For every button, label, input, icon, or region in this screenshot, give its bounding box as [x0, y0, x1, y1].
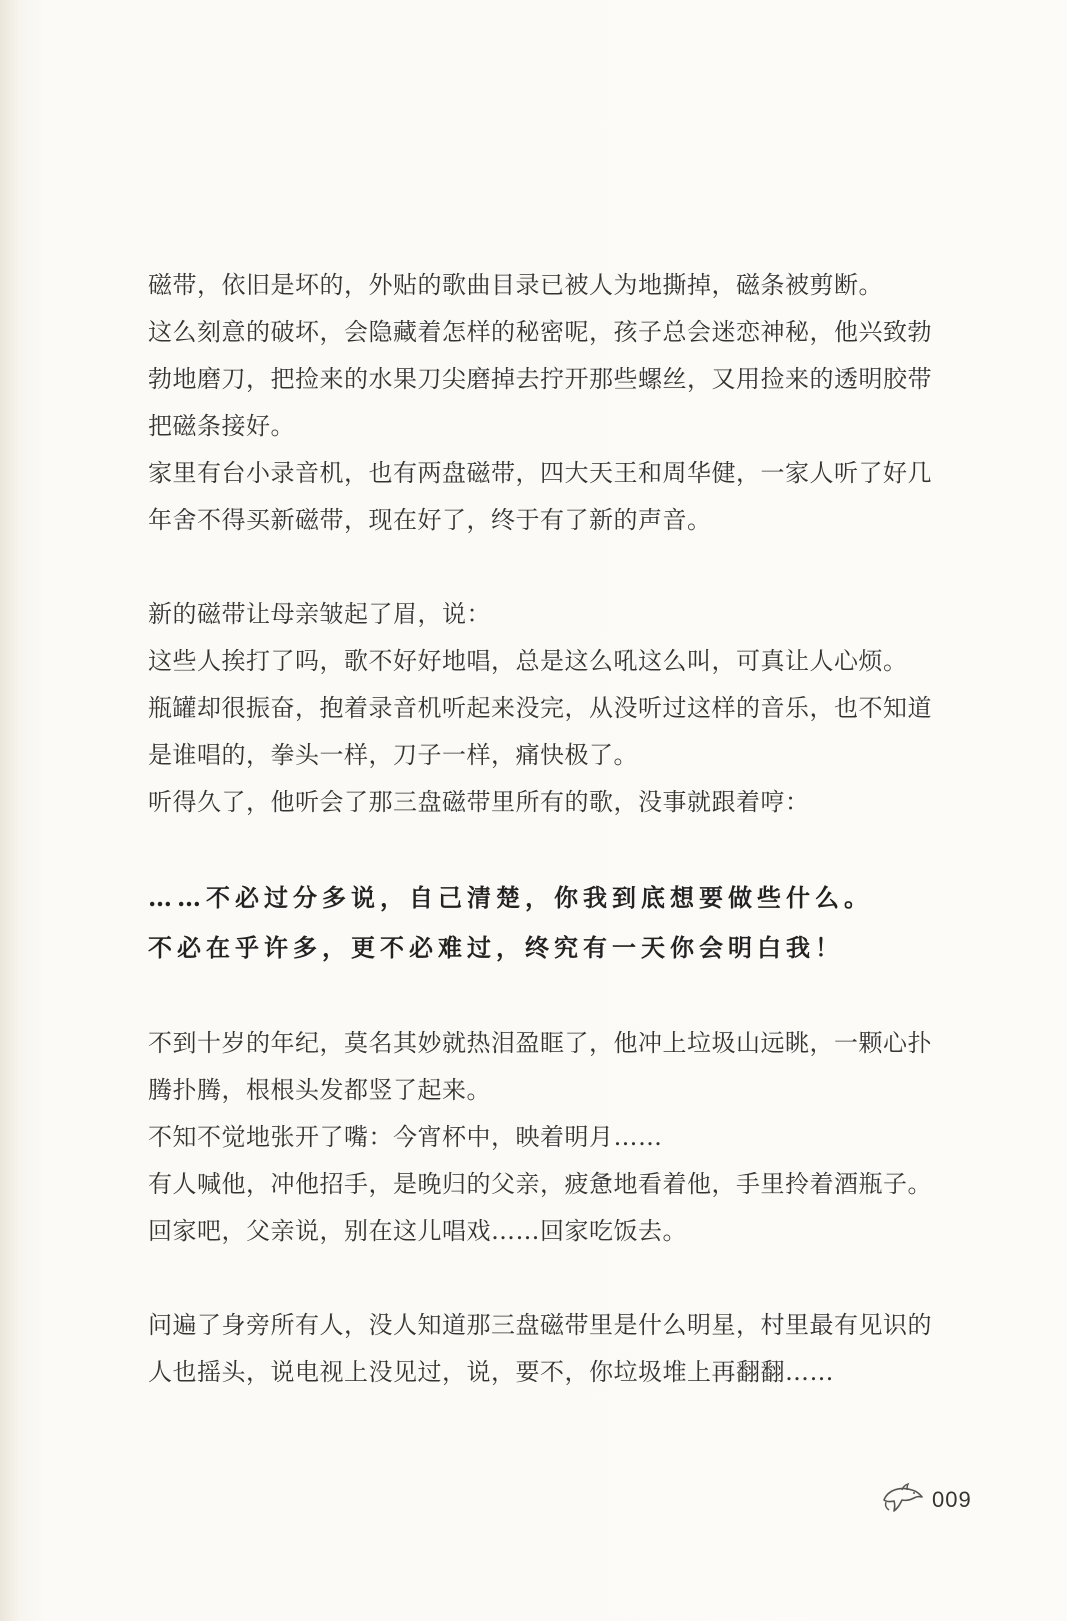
- paragraph-gap: [148, 544, 978, 591]
- paragraph-line: 问遍了身旁所有人，没人知道那三盘磁带里是什么明星，村里最有见识的: [148, 1311, 932, 1339]
- paragraph-line: 家里有台小录音机，也有两盘磁带，四大天王和周华健，一家人听了好几: [148, 459, 932, 487]
- paragraph-gap: [148, 973, 978, 1020]
- paragraph-line: 回家吧，父亲说，别在这儿唱戏……回家吃饭去。: [148, 1217, 687, 1245]
- paragraph-line: 不到十岁的年纪，莫名其妙就热泪盈眶了，他冲上垃圾山远眺，一颗心扑: [148, 1029, 932, 1057]
- paragraph-line: 是谁唱的，拳头一样，刀子一样，痛快极了。: [148, 741, 638, 769]
- lyric-line: ……不必过分多说，自己清楚，你我到底想要做些什么。: [148, 883, 873, 912]
- paragraph-line: 这么刻意的破坏，会隐藏着怎样的秘密呢，孩子总会迷恋神秘，他兴致勃: [148, 318, 932, 346]
- paragraph-line: 勃地磨刀，把捡来的水果刀尖磨掉去拧开那些螺丝，又用捡来的透明胶带: [148, 365, 932, 393]
- paragraph-line: 年舍不得买新磁带，现在好了，终于有了新的声音。: [148, 506, 712, 534]
- page-body: [148, 262, 978, 1396]
- page-footer: [880, 1480, 972, 1520]
- paragraph-line: 听得久了，他听会了那三盘磁带里所有的歌，没事就跟着哼：: [148, 788, 810, 816]
- dolphin-icon: [880, 1480, 924, 1520]
- page-number: 009: [932, 1487, 972, 1512]
- lyric-line: 不必在乎许多，更不必难过，终究有一天你会明白我！: [148, 933, 844, 962]
- paragraph-line: 新的磁带让母亲皱起了眉，说：: [148, 600, 491, 628]
- paragraph-line: 不知不觉地张开了嘴：今宵杯中，映着明月……: [148, 1123, 663, 1151]
- paragraph-gap: [148, 826, 978, 873]
- paragraph-line: 有人喊他，冲他招手，是晚归的父亲，疲惫地看着他，手里拎着酒瓶子。: [148, 1170, 932, 1198]
- paragraph-line: 腾扑腾，根根头发都竖了起来。: [148, 1076, 491, 1104]
- paragraph-gap: [148, 1255, 978, 1302]
- paragraph-line: 人也摇头，说电视上没见过，说，要不，你垃圾堆上再翻翻……: [148, 1358, 834, 1386]
- paragraph-line: 磁带，依旧是坏的，外贴的歌曲目录已被人为地撕掉，磁条被剪断。: [148, 271, 883, 299]
- paragraph-line: 把磁条接好。: [148, 412, 295, 440]
- paragraph-line: 瓶罐却很振奋，抱着录音机听起来没完，从没听过这样的音乐，也不知道: [148, 694, 932, 722]
- paragraph-line: 这些人挨打了吗，歌不好好地唱，总是这么吼这么叫，可真让人心烦。: [148, 647, 908, 675]
